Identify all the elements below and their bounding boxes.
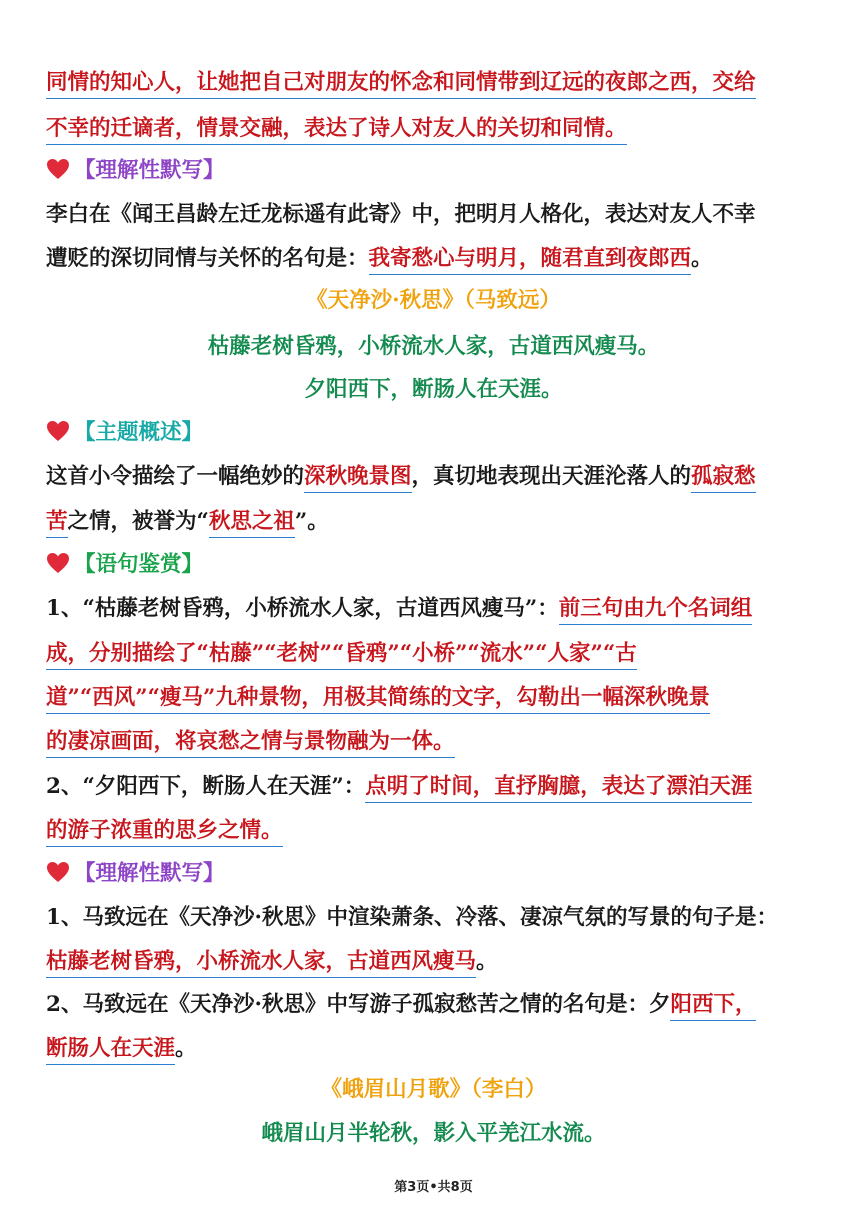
paragraph-line: 断肠人在天涯。 — [46, 1034, 826, 1064]
paragraph-line: 2、“夕阳西下，断肠人在天涯”：点明了时间，直抒胸臆，表达了漂泊天涯 — [46, 772, 826, 802]
paragraph-line — [46, 639, 826, 669]
paragraph-line — [46, 727, 826, 757]
section-heading: 【理解性默写】 — [46, 156, 826, 186]
answer-text: 不幸的迁谪者，情景交融，表达了诗人对友人的关切和同情。 — [46, 116, 627, 145]
poem-line: 峨眉山月半轮秋，影入平羌江水流。 — [261, 1121, 606, 1146]
answer-text: 的凄凉画面，将哀愁之情与景物融为一体。 — [46, 729, 455, 758]
poem-title: 《天净沙·秋思》（马致远） — [306, 288, 561, 313]
answer-text: 成，分别描绘了“枯藤”“老树”“昏鸦”“小桥”“流水”“人家”“古 — [46, 641, 637, 670]
heart-icon — [46, 859, 72, 889]
answer-text: 孤寂愁 — [691, 464, 756, 493]
answer-text: 阳西下， — [670, 992, 756, 1021]
answer-text: 断肠人在天涯 — [46, 1036, 175, 1065]
answer-text: 的游子浓重的思乡之情。 — [46, 818, 283, 847]
paragraph-line: 遭贬的深切同情与关怀的名句是：我寄愁心与明月，随君直到夜郎西。 — [46, 244, 826, 274]
answer-text: 秋思之祖 — [209, 509, 295, 538]
section-heading: 【主题概述】 — [46, 418, 826, 448]
paragraph-line: 李白在《闻王昌龄左迁龙标遥有此寄》中，把明月人格化，表达对友人不幸 — [46, 202, 756, 227]
answer-text: 前三句由九个名词组 — [559, 596, 753, 625]
answer-text: 苦 — [46, 509, 68, 538]
answer-text: 道”“西风”“瘦马”九种景物，用极其简练的文字，勾勒出一幅深秋晚景 — [46, 685, 710, 714]
heart-icon — [46, 156, 72, 186]
answer-text: 同情的知心人，让她把自己对朋友的怀念和同情带到辽远的夜郎之西，交给 — [46, 70, 756, 99]
poem-line: 枯藤老树昏鸦，小桥流水人家，古道西风瘦马。 — [207, 334, 660, 359]
paragraph-line: 这首小令描绘了一幅绝妙的深秋晚景图，真切地表现出天涯沦落人的孤寂愁 — [46, 462, 826, 492]
answer-text: 我寄愁心与明月，随君直到夜郎西 — [369, 246, 692, 275]
paragraph-line: 2、马致远在《天净沙·秋思》中写游子孤寂愁苦之情的名句是：夕阳西下， — [46, 990, 826, 1020]
answer-text: 深秋晚景图 — [304, 464, 412, 493]
paragraph-line: 1、“枯藤老树昏鸦，小桥流水人家，古道西风瘦马”：前三句由九个名词组 — [46, 594, 826, 624]
paragraph-line — [46, 114, 826, 144]
heart-icon — [46, 550, 72, 580]
paragraph-line — [46, 68, 826, 98]
poem-title: 《峨眉山月歌》（李白） — [320, 1077, 547, 1102]
poem-line: 夕阳西下，断肠人在天涯。 — [304, 377, 563, 402]
heart-icon — [46, 418, 72, 448]
paragraph-line — [46, 816, 826, 846]
paragraph-line — [46, 683, 826, 713]
section-heading: 【理解性默写】 — [46, 859, 826, 889]
answer-text: 点明了时间，直抒胸臆，表达了漂泊天涯 — [365, 774, 752, 803]
section-heading: 【语句鉴赏】 — [46, 550, 826, 580]
paragraph-line: 枯藤老树昏鸦，小桥流水人家，古道西风瘦马。 — [46, 947, 826, 977]
page-number: 第3页•共8页 — [394, 1180, 473, 1195]
paragraph-line: 1、马致远在《天净沙·秋思》中渲染萧条、冷落、凄凉气氛的写景的句子是： — [46, 905, 778, 930]
answer-text: 枯藤老树昏鸦，小桥流水人家，古道西风瘦马 — [46, 949, 476, 978]
paragraph-line: 苦之情，被誉为“秋思之祖”。 — [46, 507, 826, 537]
